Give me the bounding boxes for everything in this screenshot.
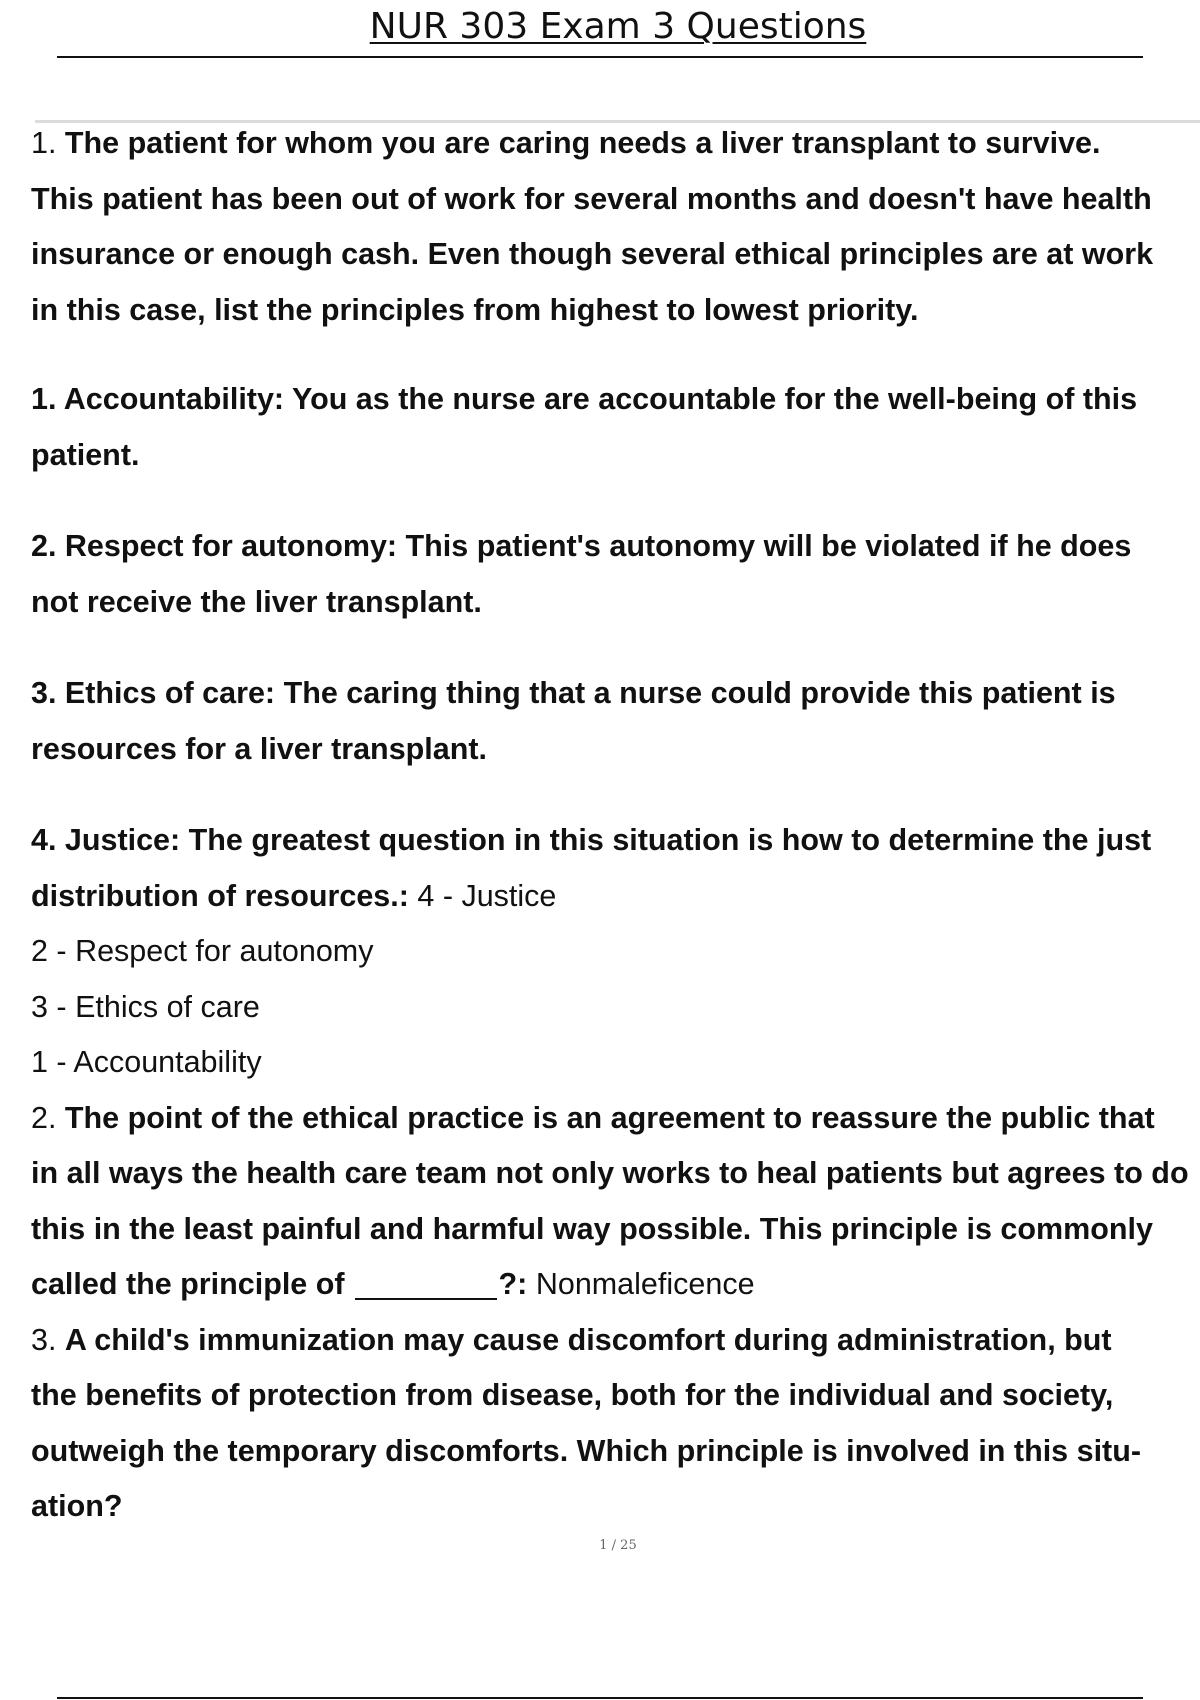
question-2-line: in all ways the health care team not only works to heal patients but agrees to do: [31, 1156, 1189, 1190]
question-1: [31, 116, 1200, 1091]
question-text: ?:: [498, 1267, 528, 1301]
principle-4-line: [31, 869, 1200, 925]
question-text: The point of the ethical practice is an agreement to reassure the public that: [64, 1100, 1155, 1135]
question-1-line: [31, 116, 1200, 172]
principle-4-line: 4. Justice: The greatest question in this situation is how to determine the just: [31, 823, 1152, 857]
question-1-line: in this case, list the principles from highest to lowest priority.: [31, 292, 919, 327]
principle-1-line: 1. Accountability: You as the nurse are accountable for the well-being of this: [31, 382, 1138, 416]
question-number: 2.: [31, 1100, 57, 1135]
title-underline-rule: [57, 56, 1143, 58]
question-text: A child's immunization may cause discomfort during administration, but: [64, 1322, 1112, 1357]
answer-line: 2 - Respect for autonomy: [31, 934, 374, 968]
question-text: The patient for whom you are caring needs a liver transplant to survive.: [64, 126, 1101, 160]
spacer: [31, 483, 1200, 519]
question-3-line: [31, 1313, 1200, 1369]
answer-line: 1 - Accountability: [31, 1045, 262, 1079]
spacer: [31, 630, 1200, 666]
question-3-line: the benefits of protection from disease, both for the individual and society,: [31, 1378, 1114, 1412]
page-number: 1 / 25: [599, 1538, 637, 1553]
principle-3-line: resources for a liver transplant.: [31, 731, 487, 766]
answer-line: 4 - Justice: [417, 878, 557, 913]
question-1-line: insurance or enough cash. Even though several ethical principles are at work: [31, 237, 1154, 271]
question-3-line: outweigh the temporary discomforts. Which principle is involved in this situ-: [31, 1433, 1141, 1468]
question-2-line: [31, 1091, 1200, 1147]
principle-3-line: 3. Ethics of care: The caring thing that a nurse could provide this patient is: [31, 676, 1116, 710]
principle-2-line: not receive the liver transplant.: [31, 584, 482, 619]
answer-text: Nonmaleficence: [535, 1267, 755, 1301]
answer-line: 3 - Ethics of care: [31, 989, 260, 1024]
principle-1-line: patient.: [31, 437, 140, 472]
question-3: [31, 1313, 1200, 1535]
spacer: [31, 777, 1200, 813]
question-2: [31, 1091, 1200, 1313]
question-2-line: this in the least painful and harmful way possible. This principle is commonly: [31, 1211, 1153, 1246]
bottom-rule: [57, 1697, 1143, 1699]
question-number: 3.: [31, 1322, 57, 1357]
spacer: [31, 338, 1200, 372]
question-3-line: ation?: [31, 1489, 123, 1523]
question-1-line: This patient has been out of work for several months and doesn't have health: [31, 181, 1152, 216]
principle-4-text: distribution of resources.:: [31, 878, 409, 913]
principle-2-line: 2. Respect for autonomy: This patient's autonomy will be violated if he does: [31, 529, 1132, 563]
question-number: 1.: [31, 126, 57, 160]
question-2-line: [31, 1257, 1200, 1313]
fill-in-blank: [355, 1298, 497, 1300]
document-body: [31, 116, 1200, 1535]
document-title: NUR 303 Exam 3 Questions: [369, 6, 867, 47]
question-text: called the principle of: [31, 1267, 345, 1301]
